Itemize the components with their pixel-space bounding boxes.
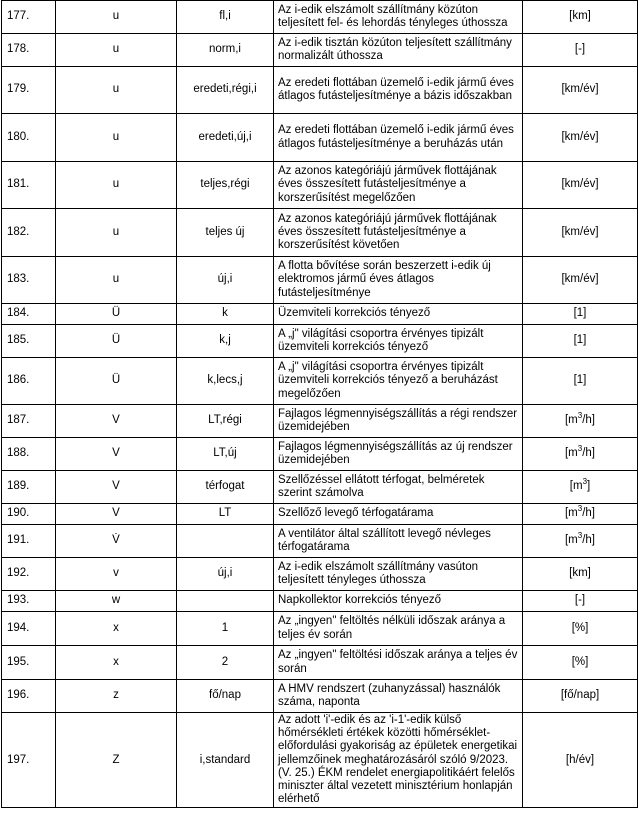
row-subscript: k,lecs,j	[177, 358, 274, 405]
row-unit: [fő/nap]	[523, 680, 638, 713]
table-row	[2, 34, 638, 67]
row-unit: [km/év]	[523, 257, 638, 304]
row-number: 179.	[2, 67, 56, 114]
table-row	[2, 162, 638, 209]
row-subscript: norm,i	[177, 34, 274, 67]
row-symbol: x	[56, 646, 177, 680]
row-symbol: Ü	[56, 325, 177, 358]
table-row	[2, 558, 638, 591]
row-subscript: k,j	[177, 325, 274, 358]
row-subscript: teljes új	[177, 209, 274, 257]
table-row	[2, 67, 638, 114]
row-subscript: LT,új	[177, 438, 274, 471]
table-body	[2, 1, 638, 808]
row-description: Az i-edik elszámolt szállítmány vasúton teljesített tényleges úthossza	[274, 558, 523, 591]
row-symbol: v	[56, 558, 177, 591]
table-row	[2, 325, 638, 358]
row-description: Az „ingyen" feltöltés nélküli időszak aránya a teljes év során	[274, 612, 523, 646]
table-row	[2, 438, 638, 471]
row-symbol: u	[56, 114, 177, 162]
row-description: Az „ingyen" feltöltési időszak aránya a teljes év során	[274, 646, 523, 680]
row-subscript: új,i	[177, 558, 274, 591]
row-symbol: Ü	[56, 358, 177, 405]
row-subscript: eredeti,régi,i	[177, 67, 274, 114]
row-description: Szellőzéssel ellátott térfogat, belméretek szerint számolva	[274, 471, 523, 504]
row-subscript	[177, 525, 274, 558]
row-description: A ventilátor által szállított levegő névleges térfogatárama	[274, 525, 523, 558]
row-unit: [1]	[523, 304, 638, 325]
table-row	[2, 114, 638, 162]
row-symbol: Z	[56, 713, 177, 808]
row-subscript	[177, 591, 274, 612]
row-description: Napkollektor korrekciós tényező	[274, 591, 523, 612]
row-number: 178.	[2, 34, 56, 67]
row-unit: [%]	[523, 612, 638, 646]
row-description: A HMV rendszert (zuhanyzással) használók száma, naponta	[274, 680, 523, 713]
row-symbol: u	[56, 162, 177, 209]
row-symbol: V	[56, 438, 177, 471]
row-number: 188.	[2, 438, 56, 471]
row-number: 185.	[2, 325, 56, 358]
row-number: 191.	[2, 525, 56, 558]
row-description: Az eredeti flottában üzemelő i-edik jármű éves átlagos futásteljesítménye a bázis időszakban	[274, 67, 523, 114]
row-symbol: V	[56, 471, 177, 504]
table-row	[2, 525, 638, 558]
row-subscript: teljes,régi	[177, 162, 274, 209]
row-number: 192.	[2, 558, 56, 591]
row-description: Az azonos kategóriájú járművek flottájának éves összesített futásteljesítménye a korszerűsítést követően	[274, 209, 523, 257]
row-subscript: fl,i	[177, 1, 274, 34]
row-symbol: u	[56, 67, 177, 114]
row-subscript: k	[177, 304, 274, 325]
row-description: Fajlagos légmennyiségszállítás az új rendszer üzemidejében	[274, 438, 523, 471]
table-row	[2, 680, 638, 713]
row-unit: $[m^3/h]$	[523, 504, 638, 525]
row-symbol: z	[56, 680, 177, 713]
row-number: 189.	[2, 471, 56, 504]
row-description: A „j" világítási csoportra érvényes tipizált üzemviteli korrekciós tényező	[274, 325, 523, 358]
row-number: 180.	[2, 114, 56, 162]
row-symbol: w	[56, 591, 177, 612]
table-row	[2, 304, 638, 325]
row-description: Az i-edik elszámolt szállítmány közúton teljesített fel- és lehordás tényleges úthossza	[274, 1, 523, 34]
table-row	[2, 471, 638, 504]
row-symbol: u	[56, 257, 177, 304]
row-number: 197.	[2, 713, 56, 808]
table-row	[2, 612, 638, 646]
row-number: 186.	[2, 358, 56, 405]
row-unit: $[m^3/h]$	[523, 525, 638, 558]
row-unit: [km]	[523, 1, 638, 34]
row-description: Üzemviteli korrekciós tényező	[274, 304, 523, 325]
table-row	[2, 405, 638, 438]
row-subscript: térfogat	[177, 471, 274, 504]
table-row	[2, 591, 638, 612]
row-description: Az adott 'i'-edik és az 'i-1'-edik külső hőmérsékleti értékek közötti hőmérséklet-előfordulási gyakoriság az épületek energetikai jellemzőinek meghatározásáról szóló 9/2023. (V. 25.) ÉKM rendelet energiapolitikáért felelős miniszter által vezetett minisztérium honlapján elérhető	[274, 713, 523, 808]
row-unit: [km/év]	[523, 162, 638, 209]
row-number: 184.	[2, 304, 56, 325]
row-description: Szellőző levegő térfogatárama	[274, 504, 523, 525]
row-symbol: Ü	[56, 304, 177, 325]
row-number: 195.	[2, 646, 56, 680]
row-unit: [km/év]	[523, 67, 638, 114]
row-number: 193.	[2, 591, 56, 612]
row-subscript: fő/nap	[177, 680, 274, 713]
table-row	[2, 358, 638, 405]
row-symbol: V	[56, 504, 177, 525]
table-row	[2, 1, 638, 34]
row-symbol: V̇	[56, 525, 177, 558]
row-symbol: u	[56, 1, 177, 34]
row-unit: [-]	[523, 591, 638, 612]
row-unit: $[m^3/h]$	[523, 405, 638, 438]
row-subscript: i,standard	[177, 713, 274, 808]
table-row	[2, 257, 638, 304]
row-unit: [%]	[523, 646, 638, 680]
row-description: Az i-edik tisztán közúton teljesített szállítmány normalizált úthossza	[274, 34, 523, 67]
row-subscript: 2	[177, 646, 274, 680]
table-row	[2, 646, 638, 680]
row-description: Az azonos kategóriájú járművek flottájának éves összesített futásteljesítménye a korszerűsítést megelőzően	[274, 162, 523, 209]
row-number: 196.	[2, 680, 56, 713]
row-unit: [-]	[523, 34, 638, 67]
row-symbol: x	[56, 612, 177, 646]
row-subscript: új,i	[177, 257, 274, 304]
table-row	[2, 713, 638, 808]
row-unit: [km/év]	[523, 114, 638, 162]
row-subscript: eredeti,új,i	[177, 114, 274, 162]
row-description: A flotta bővítése során beszerzett i-edik új elektromos jármű éves átlagos futásteljesítménye	[274, 257, 523, 304]
row-unit: [1]	[523, 325, 638, 358]
row-number: 177.	[2, 1, 56, 34]
row-description: A „j" világítási csoportra érvényes tipizált üzemviteli korrekciós tényező a beruházást megelőzően	[274, 358, 523, 405]
row-unit: [km]	[523, 558, 638, 591]
row-symbol: u	[56, 34, 177, 67]
row-number: 183.	[2, 257, 56, 304]
table-row	[2, 504, 638, 525]
table-row	[2, 209, 638, 257]
row-number: 182.	[2, 209, 56, 257]
row-unit: $[m^3]$	[523, 471, 638, 504]
row-number: 187.	[2, 405, 56, 438]
row-unit: [h/év]	[523, 713, 638, 808]
row-number: 194.	[2, 612, 56, 646]
row-unit: $[m^3/h]$	[523, 438, 638, 471]
row-subscript: LT,régi	[177, 405, 274, 438]
row-symbol: V	[56, 405, 177, 438]
row-subscript: LT	[177, 504, 274, 525]
row-description: Az eredeti flottában üzemelő i-edik jármű éves átlagos futásteljesítménye a beruházás után	[274, 114, 523, 162]
row-symbol: u	[56, 209, 177, 257]
symbol-table	[1, 0, 638, 808]
row-unit: [km/év]	[523, 209, 638, 257]
row-unit: [1]	[523, 358, 638, 405]
row-number: 190.	[2, 504, 56, 525]
row-subscript: 1	[177, 612, 274, 646]
row-number: 181.	[2, 162, 56, 209]
row-description: Fajlagos légmennyiségszállítás a régi rendszer üzemidejében	[274, 405, 523, 438]
